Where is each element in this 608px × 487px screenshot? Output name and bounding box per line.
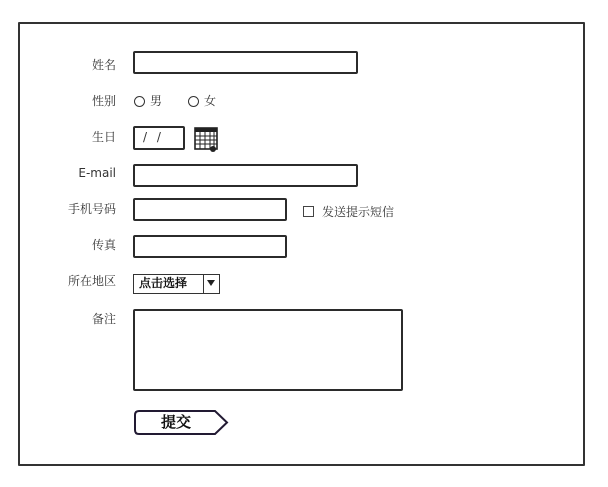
chevron-down-icon[interactable] (203, 275, 219, 293)
sms-checkbox-label: 发送提示短信 (322, 205, 395, 219)
region-select[interactable] (133, 274, 220, 294)
sms-checkbox[interactable] (303, 206, 314, 217)
name-input[interactable] (133, 51, 358, 74)
region-label: 所在地区 (67, 274, 116, 288)
calendar-icon[interactable] (194, 126, 220, 153)
notes-textarea[interactable] (133, 309, 403, 391)
phone-input[interactable] (133, 198, 287, 221)
email-input[interactable] (133, 164, 358, 187)
submit-button[interactable] (133, 409, 229, 436)
notes-label: 备注 (91, 312, 116, 326)
gender-label: 性别 (91, 94, 116, 108)
birthday-value: / / (143, 130, 164, 144)
gender-male-label: 男 (150, 94, 163, 108)
gender-male-radio[interactable] (134, 96, 145, 107)
gender-female-radio[interactable] (188, 96, 199, 107)
email-label: E-mail (78, 166, 116, 180)
birthday-input[interactable] (133, 126, 185, 150)
region-selected-value: 点击选择 (139, 276, 188, 290)
gender-female-label: 女 (204, 94, 217, 108)
name-label: 姓名 (91, 58, 116, 72)
phone-label: 手机号码 (67, 202, 116, 216)
submit-button-label: 提交 (160, 413, 191, 431)
fax-label: 传真 (91, 238, 116, 252)
birthday-label: 生日 (91, 130, 116, 144)
fax-input[interactable] (133, 235, 287, 258)
